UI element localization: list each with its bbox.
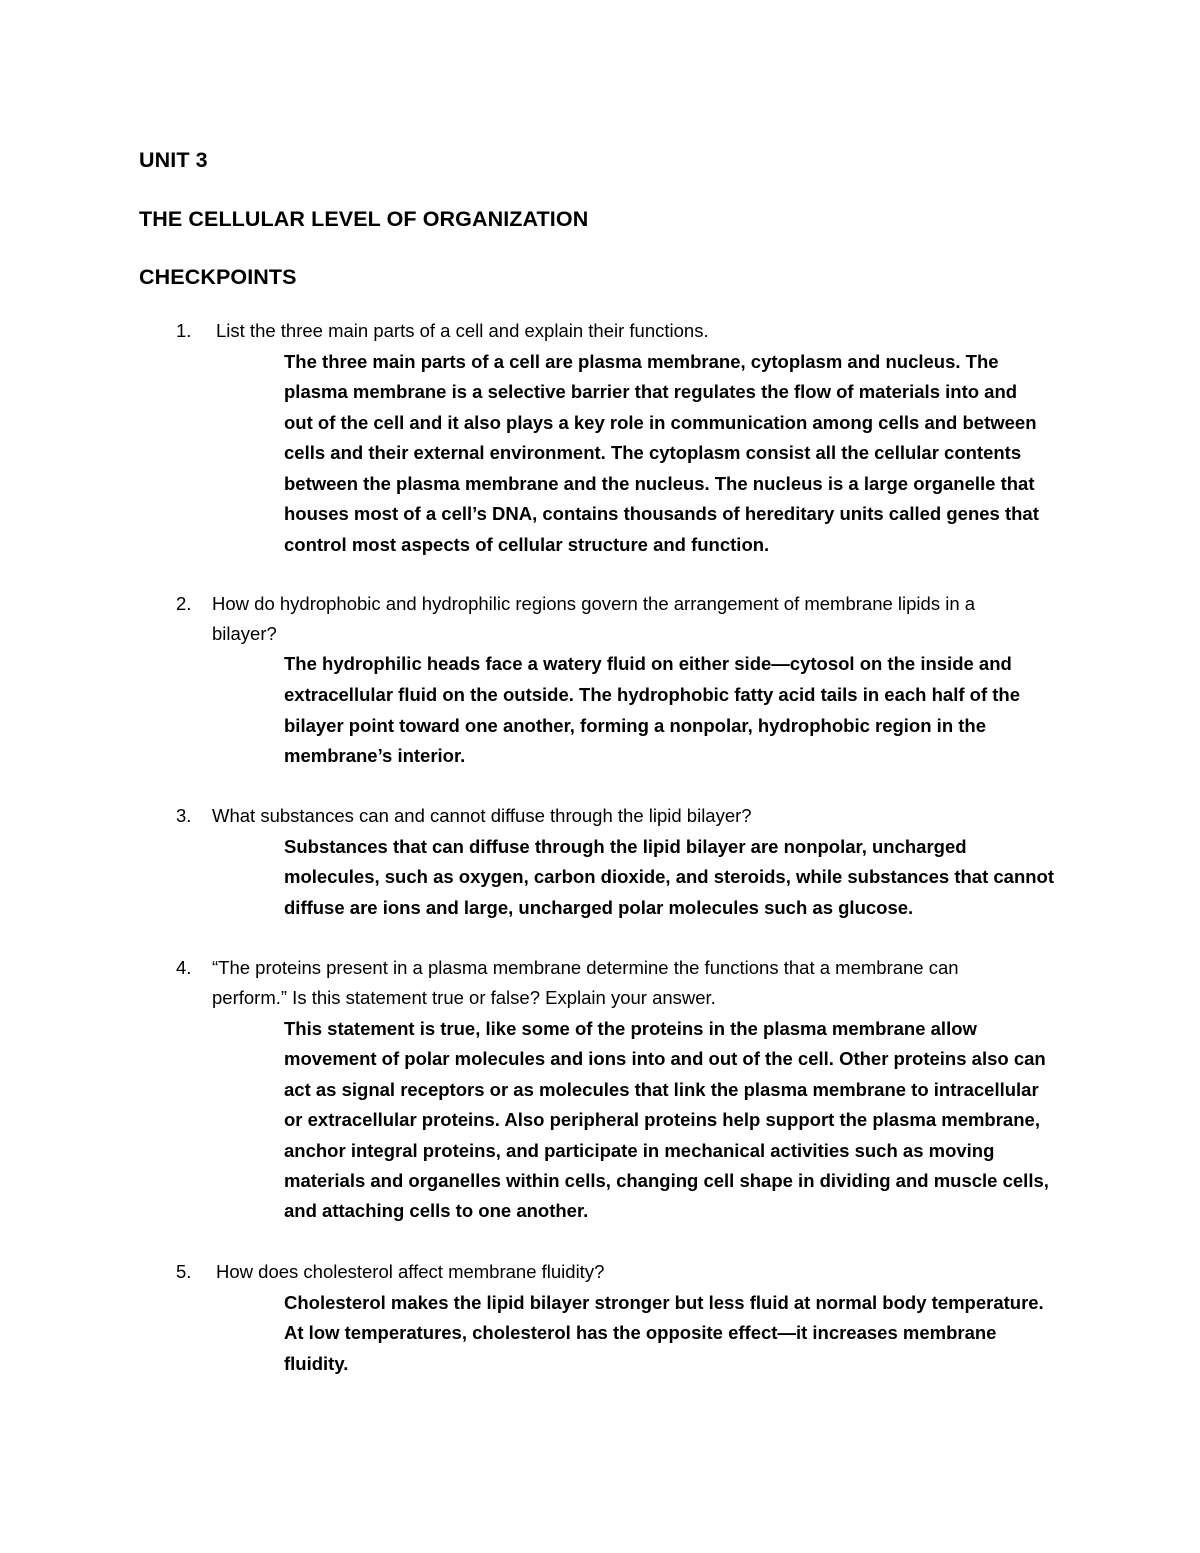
unit-heading: UNIT 3 [139,148,208,172]
answer-text: between the plasma membrane and the nucleus. The nucleus is a large organelle that [284,473,1035,494]
answer-text: The three main parts of a cell are plasma membrane, cytoplasm and nucleus. The [284,351,999,372]
question-text: How does cholesterol affect membrane fluidity? [216,1261,605,1282]
answer-text: and attaching cells to one another. [284,1200,589,1221]
question-number: 4. [176,957,192,978]
answer-text: diffuse are ions and large, uncharged polar molecules such as glucose. [284,897,914,918]
answer-text: houses most of a cell’s DNA, contains thousands of hereditary units called genes that [284,503,1039,524]
answer-text: or extracellular proteins. Also peripheral proteins help support the plasma membrane, [284,1109,1040,1130]
answer-text: anchor integral proteins, and participate in mechanical activities such as moving [284,1140,995,1161]
answer-text: control most aspects of cellular structure and function. [284,534,770,555]
answer-text: plasma membrane is a selective barrier that regulates the flow of materials into and [284,381,1018,402]
question-text: perform.” Is this statement true or false? Explain your answer. [212,987,716,1008]
question-number: 1. [176,320,192,341]
answer-text: Substances that can diffuse through the lipid bilayer are nonpolar, uncharged [284,836,967,857]
answer-text: out of the cell and it also plays a key role in communication among cells and between [284,412,1037,433]
document-title: THE CELLULAR LEVEL OF ORGANIZATION [139,207,589,231]
answer-text: cells and their external environment. The cytoplasm consist all the cellular contents [284,442,1022,463]
answer-text: movement of polar molecules and ions into and out of the cell. Other proteins also can [284,1048,1046,1069]
question-number: 3. [176,805,192,826]
answer-text: membrane’s interior. [284,745,466,766]
question-number: 2. [176,593,192,614]
answer-text: Cholesterol makes the lipid bilayer stronger but less fluid at normal body temperature. [284,1292,1044,1313]
question-text: How do hydrophobic and hydrophilic regions govern the arrangement of membrane lipids in a [212,593,976,614]
question-text: bilayer? [212,623,277,644]
answer-text: act as signal receptors or as molecules that link the plasma membrane to intracellular [284,1079,1039,1100]
answer-text: This statement is true, like some of the proteins in the plasma membrane allow [284,1018,977,1039]
section-heading: CHECKPOINTS [139,265,297,289]
answer-text: fluidity. [284,1353,349,1374]
question-text: List the three main parts of a cell and explain their functions. [216,320,709,341]
answer-text: The hydrophilic heads face a watery fluid on either side—cytosol on the inside and [284,653,1012,674]
question-text: “The proteins present in a plasma membrane determine the functions that a membrane can [212,957,959,978]
answer-text: materials and organelles within cells, changing cell shape in dividing and muscle cells, [284,1170,1049,1191]
question-number: 5. [176,1261,192,1282]
answer-text: At low temperatures, cholesterol has the opposite effect—it increases membrane [284,1322,997,1343]
answer-text: molecules, such as oxygen, carbon dioxide, and steroids, while substances that cannot [284,866,1055,887]
question-text: What substances can and cannot diffuse through the lipid bilayer? [212,805,752,826]
answer-text: extracellular fluid on the outside. The hydrophobic fatty acid tails in each half of the [284,684,1020,705]
answer-text: bilayer point toward one another, forming a nonpolar, hydrophobic region in the [284,715,987,736]
